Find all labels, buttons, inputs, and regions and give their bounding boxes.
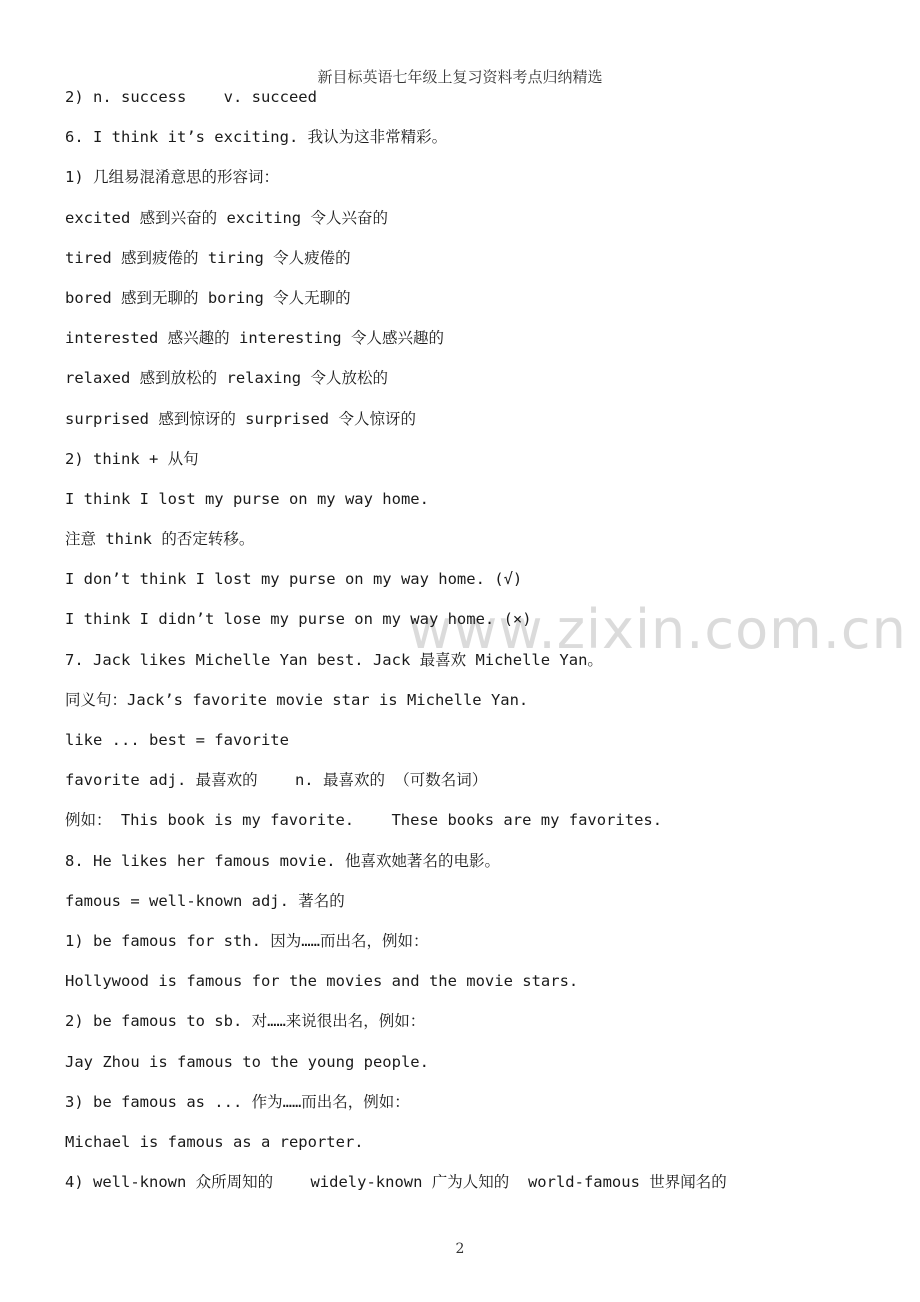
text-line: 3) be famous as ... 作为……而出名，例如：: [65, 1092, 410, 1111]
page-number: 2: [455, 1241, 465, 1257]
text-line: 1) be famous for sth. 因为……而出名，例如：: [65, 931, 429, 950]
text-line: tired 感到疲倦的 tiring 令人疲倦的: [65, 248, 351, 267]
text-line: 同义句：Jack’s favorite movie star is Michelle Yan.: [65, 690, 529, 709]
text-line: I think I didn’t lose my purse on my way home. (×): [65, 610, 532, 629]
watermark: www.zixin.com.cn: [408, 598, 907, 661]
text-line: 2) be famous to sb. 对……来说很出名，例如：: [65, 1012, 426, 1031]
text-line: I think I lost my purse on my way home.: [65, 489, 429, 508]
text-line: 8. He likes her famous movie. 他喜欢她著名的电影。: [65, 851, 500, 870]
text-line: 7. Jack likes Michelle Yan best. Jack 最喜欢 Michelle Yan。: [65, 650, 603, 669]
document-body: [65, 84, 885, 1209]
text-line: surprised 感到惊讶的 surprised 令人惊讶的: [65, 409, 416, 428]
text-line: excited 感到兴奋的 exciting 令人兴奋的: [65, 208, 388, 227]
text-line: famous = well-known adj. 著名的: [65, 891, 345, 910]
text-line: I don’t think I lost my purse on my way home. (√): [65, 570, 523, 589]
text-line: Hollywood is famous for the movies and the movie stars.: [65, 972, 579, 991]
page-header: 新目标英语七年级上复习资料考点归纳精选: [317, 68, 603, 86]
text-line: 1) 几组易混淆意思的形容词：: [65, 168, 279, 187]
text-line: 6. I think it’s exciting. 我认为这非常精彩。: [65, 128, 448, 147]
text-line: relaxed 感到放松的 relaxing 令人放松的: [65, 369, 388, 388]
text-line: 4) well-known 众所周知的 widely-known 广为人知的 world-famous 世界闻名的: [65, 1173, 727, 1192]
text-line: 2) n. success v. succeed: [65, 88, 317, 106]
text-line: interested 感兴趣的 interesting 令人感兴趣的: [65, 329, 444, 348]
text-line: Jay Zhou is famous to the young people.: [65, 1052, 429, 1071]
text-line: 例如： This book is my favorite. These books are my favorites.: [65, 811, 663, 830]
text-line: like ... best = favorite: [65, 731, 289, 749]
text-line: Michael is famous as a reporter.: [65, 1132, 364, 1151]
text-line: 2) think + 从句: [65, 449, 199, 468]
text-line: 注意 think 的否定转移。: [65, 530, 255, 549]
text-line: favorite adj. 最喜欢的 n. 最喜欢的 （可数名词）: [65, 771, 488, 790]
text-line: bored 感到无聊的 boring 令人无聊的: [65, 288, 351, 307]
